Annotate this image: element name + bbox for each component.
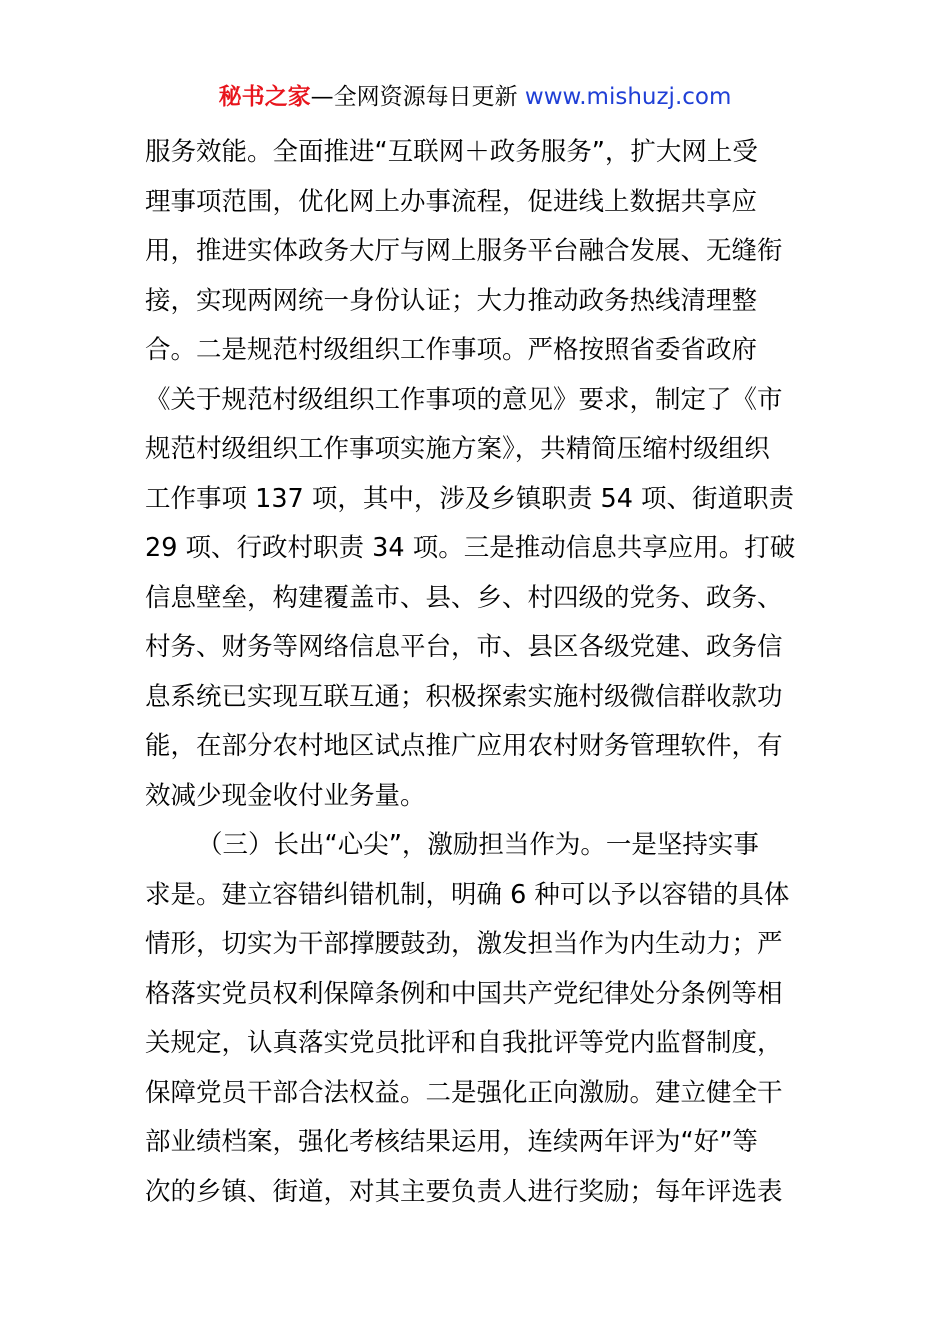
- text-line: 部业绩档案，强化考核结果运用，连续两年评为“好”等: [145, 1127, 758, 1157]
- text-line: 服务效能。全面推进“互联网＋政务服务”，扩大网上受: [145, 137, 758, 167]
- text-line: 合。二是规范村级组织工作事项。严格按照省委省政府: [145, 335, 758, 365]
- text-line: 情形，切实为干部撑腰鼓劲，激发担当作为内生动力；严: [145, 929, 783, 959]
- brand-name: 秘书之家: [218, 84, 311, 110]
- text-line: 接，实现两网统一身份认证；大力推动政务热线清理整: [145, 285, 758, 316]
- text-line: 关规定，认真落实党员批评和自我批评等党内监督制度，: [145, 1028, 783, 1058]
- text-line: 效减少现金收付业务量。: [145, 780, 426, 811]
- text-line: 用，推进实体政务大厅与网上服务平台融合发展、无缝衔: [145, 236, 783, 266]
- text-line: 规范村级组织工作事项实施方案》，共精简压缩村级组织: [145, 434, 770, 464]
- text-line: 《关于规范村级组织工作事项的意见》要求，制定了《市: [145, 384, 783, 415]
- text-line: 工作事项 137 项，其中，涉及乡镇职责 54 项、街道职责: [145, 483, 795, 514]
- text-line: 村务、财务等网络信息平台，市、县区各级党建、政务信: [145, 632, 783, 662]
- text-line: 理事项范围，优化网上办事流程，促进线上数据共享应: [145, 186, 758, 217]
- text-line: 次的乡镇、街道，对其主要负责人进行奖励；每年评选表: [145, 1176, 783, 1207]
- text-line: 信息壁垒，构建覆盖市、县、乡、村四级的党务、政务、: [145, 582, 783, 613]
- paragraph-start-line: （三）长出“心尖”，激励担当作为。一是坚持实事: [197, 830, 759, 860]
- text-line: 求是。建立容错纠错机制，明确 6 种可以予以容错的具体: [145, 879, 790, 910]
- site-url-link[interactable]: www.mishuzj.com: [524, 84, 732, 110]
- text-line: 格落实党员权利保障条例和中国共产党纪律处分条例等相: [145, 978, 783, 1009]
- page-header: [0, 80, 950, 114]
- text-line: 29 项、行政村职责 34 项。三是推动信息共享应用。打破: [145, 533, 796, 563]
- text-line: 保障党员干部合法权益。二是强化正向激励。建立健全干: [145, 1077, 783, 1108]
- text-line: 能，在部分农村地区试点推广应用农村财务管理软件，有: [145, 731, 783, 761]
- text-line: 息系统已实现互联互通；积极探索实施村级微信群收款功: [145, 681, 783, 712]
- header-tagline: —全网资源每日更新: [310, 84, 525, 110]
- document-body: [145, 128, 825, 1217]
